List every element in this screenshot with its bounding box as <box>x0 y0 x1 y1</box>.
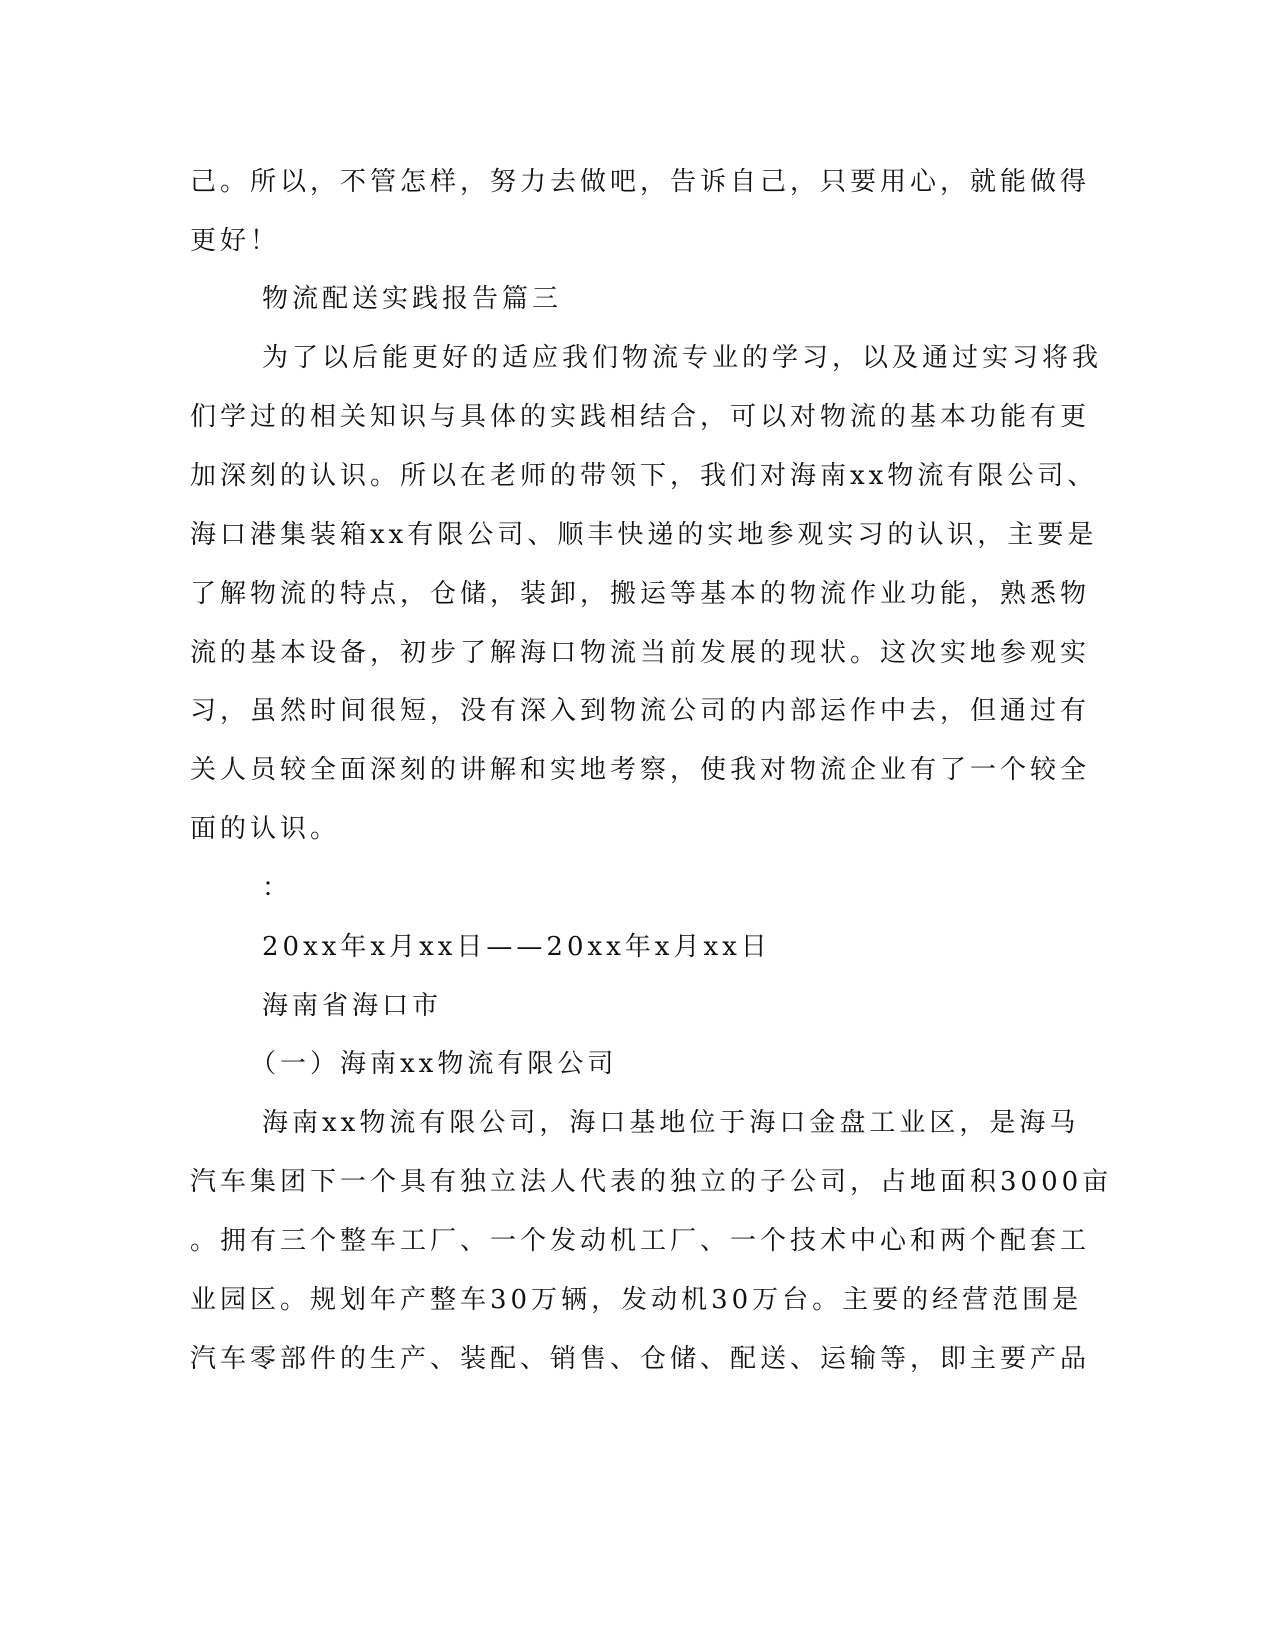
paragraph-line: 汽车集团下一个具有独立法人代表的独立的子公司，占地面积3000亩 <box>190 1167 1113 1197</box>
paragraph-line: 习，虽然时间很短，没有深入到物流公司的内部运作中去，但通过有 <box>190 696 1091 726</box>
paragraph-line: 己。所以，不管怎样，努力去做吧，告诉自己，只要用心，就能做得 <box>190 167 1091 197</box>
paragraph-line: 流的基本设备，初步了解海口物流当前发展的现状。这次实地参观实 <box>190 638 1091 668</box>
date-range: 20xx年x月xx日——20xx年x月xx日 <box>262 932 771 962</box>
colon-line: ： <box>262 873 293 903</box>
paragraph-line: 了解物流的特点，仓储，装卸，搬运等基本的物流作业功能，熟悉物 <box>190 579 1091 609</box>
paragraph-line: 为了以后能更好的适应我们物流专业的学习，以及通过实习将我 <box>262 343 1103 373</box>
paragraph-line: 海南xx物流有限公司，海口基地位于海口金盘工业区，是海马 <box>262 1108 1080 1138</box>
paragraph-line: 面的认识。 <box>190 814 341 844</box>
paragraph-line: 们学过的相关知识与具体的实践相结合，可以对物流的基本功能有更 <box>190 402 1091 432</box>
paragraph-line: 关人员较全面深刻的讲解和实地考察，使我对物流企业有了一个较全 <box>190 755 1091 785</box>
subsection-heading: （一）海南xx物流有限公司 <box>250 1049 618 1079</box>
paragraph-line: 业园区。规划年产整车30万辆，发动机30万台。主要的经营范围是 <box>190 1285 1083 1315</box>
section-heading: 物流配送实践报告篇三 <box>262 284 563 314</box>
paragraph-line: 海口港集装箱xx有限公司、顺丰快递的实地参观实习的认识，主要是 <box>190 520 1098 550</box>
paragraph-line: 汽车零部件的生产、装配、销售、仓储、配送、运输等，即主要产品 <box>190 1344 1091 1374</box>
paragraph-line: 。拥有三个整车工厂、一个发动机工厂、一个技术中心和两个配套工 <box>190 1226 1091 1256</box>
paragraph-line: 加深刻的认识。所以在老师的带领下，我们对海南xx物流有限公司、 <box>190 461 1098 491</box>
paragraph-line: 更好！ <box>190 226 281 256</box>
location: 海南省海口市 <box>262 991 443 1021</box>
